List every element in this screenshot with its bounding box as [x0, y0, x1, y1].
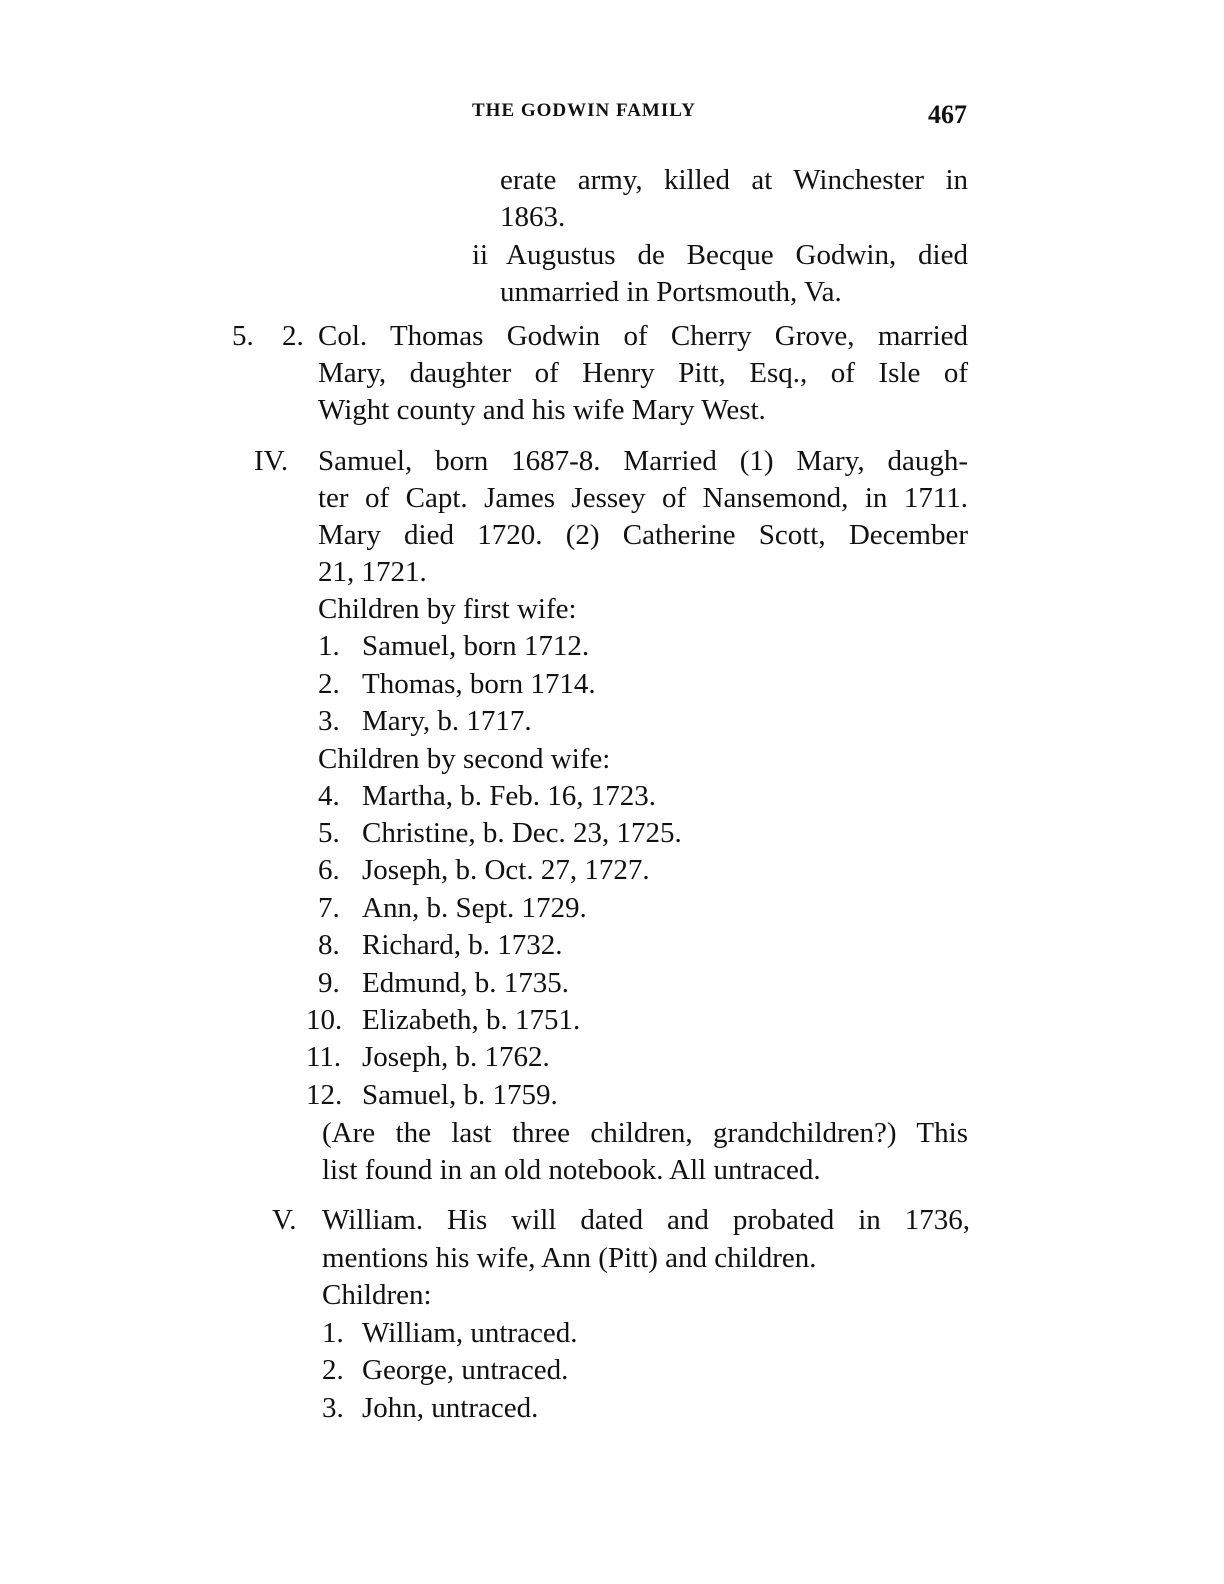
item-text: George, untraced.	[362, 1354, 569, 1386]
item-text: Joseph, b. Oct. 27, 1727.	[362, 854, 650, 886]
item-text: Thomas, born 1714.	[362, 668, 596, 700]
text-line: ter of Capt. James Jessey of Nansemond, in 1711.	[318, 482, 968, 514]
text-line: erate army, killed at Winchester in	[500, 164, 968, 196]
text-line: mentions his wife, Ann (Pitt) and children.	[322, 1242, 817, 1274]
generation-number: 5.	[232, 320, 254, 352]
note-line: (Are the last three children, grandchildren?) This	[322, 1117, 968, 1149]
item-text: Elizabeth, b. 1751.	[362, 1004, 581, 1036]
item-text: John, untraced.	[362, 1392, 539, 1424]
text-line: Col. Thomas Godwin of Cherry Grove, married	[318, 320, 968, 352]
item-number: 10.	[306, 1004, 343, 1036]
entry-marker: ii	[472, 239, 489, 271]
text-line: Samuel, born 1687-8. Married (1) Mary, daugh-	[318, 445, 968, 477]
text-line: 1863.	[500, 201, 566, 233]
item-number: 1.	[322, 1317, 344, 1349]
item-number: 12.	[306, 1079, 343, 1111]
item-text: Richard, b. 1732.	[362, 929, 563, 961]
item-text: Martha, b. Feb. 16, 1723.	[362, 780, 656, 812]
children-heading: Children by first wife:	[318, 593, 577, 625]
entry-marker: IV.	[254, 445, 289, 477]
item-text: William, untraced.	[362, 1317, 578, 1349]
item-number: 3.	[322, 1392, 344, 1424]
item-text: Samuel, b. 1759.	[362, 1079, 558, 1111]
item-text: Edmund, b. 1735.	[362, 967, 570, 999]
item-text: Joseph, b. 1762.	[362, 1041, 550, 1073]
note-line: list found in an old notebook. All untraced.	[322, 1154, 821, 1186]
text-line: unmarried in Portsmouth, Va.	[500, 276, 842, 308]
text-line: Augustus de Becque Godwin, died	[506, 239, 968, 271]
item-number: 4.	[318, 780, 340, 812]
item-number: 3.	[318, 705, 340, 737]
children-heading: Children by second wife:	[318, 743, 611, 775]
text-line: Mary, daughter of Henry Pitt, Esq., of Isle of	[318, 357, 968, 389]
item-number: 9.	[318, 967, 340, 999]
item-number: 11.	[306, 1041, 342, 1073]
entry-marker: V.	[272, 1204, 297, 1236]
text-line: Mary died 1720. (2) Catherine Scott, December	[318, 519, 968, 551]
item-number: 2.	[322, 1354, 344, 1386]
item-number: 8.	[318, 929, 340, 961]
text-line: Wight county and his wife Mary West.	[318, 394, 766, 426]
text-line: William. His will dated and probated in 1736,	[322, 1204, 970, 1236]
page-number: 467	[928, 100, 967, 129]
item-number: 5.	[318, 817, 340, 849]
entry-marker: 2.	[282, 320, 304, 352]
item-number: 1.	[318, 630, 340, 662]
children-heading: Children:	[322, 1279, 432, 1311]
item-number: 6.	[318, 854, 340, 886]
item-text: Mary, b. 1717.	[362, 705, 532, 737]
text-line: 21, 1721.	[318, 556, 427, 588]
running-title: THE GODWIN FAMILY	[472, 100, 696, 121]
item-number: 2.	[318, 668, 340, 700]
item-text: Samuel, born 1712.	[362, 630, 590, 662]
item-text: Christine, b. Dec. 23, 1725.	[362, 817, 682, 849]
item-text: Ann, b. Sept. 1729.	[362, 892, 587, 924]
item-number: 7.	[318, 892, 340, 924]
